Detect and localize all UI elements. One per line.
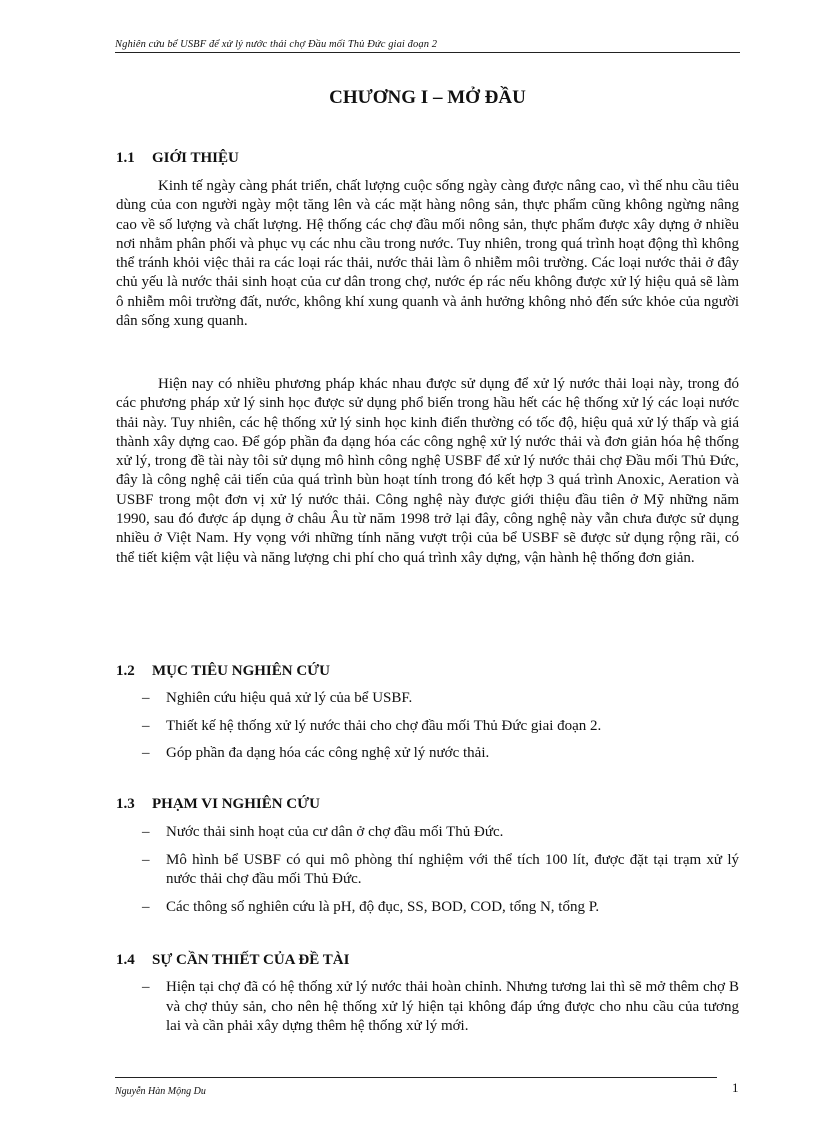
list-item: – Thiết kế hệ thống xử lý nước thải cho chợ đầu mối Thủ Đức giai đoạn 2.: [116, 717, 739, 737]
section-title: MỤC TIÊU NGHIÊN CỨU: [152, 663, 330, 679]
section-title: GIỚI THIỆU: [152, 150, 239, 166]
chapter-title: CHƯƠNG I – MỞ ĐẦU: [329, 87, 526, 108]
section-heading-gioi-thieu: [116, 150, 239, 167]
list-dash: –: [142, 979, 150, 995]
list-dash: –: [142, 690, 150, 706]
intro-paragraph-2: Hiện nay có nhiều phương pháp khác nhau được sử dụng để xử lý nước thải loại này, trong đó các phương pháp xử lý sinh học được sử dụng phổ biến trong hầu hết các hệ thống xử lý các loại nước thải này. Tuy nhiên, các hệ thống xử lý sinh học kinh điển thường có tốc độ, hiệu quả xử lý thấp và giá thành xây dựng cao. Để góp phần đa dạng hóa các công nghệ xử lý nước thải và đơn giản hóa hệ thống xử lý, trong đề tài này tôi sử dụng mô hình công nghệ USBF để xử lý nước thải chợ Đầu mối Thủ Đức, đây là công nghệ cải tiến của quá trình bùn hoạt tính trong đó kết hợp 3 quá trình Anoxic, Aeration và USBF trong một đơn vị xử lý nước thải. Công nghệ này được giới thiệu đầu tiên ở Mỹ những năm 1990, sau đó được áp dụng ở châu Âu từ năm 1998 trở lại đây, công nghệ này vẫn chưa được sử dụng nhiều ở Việt Nam. Hy vọng với những tính năng vượt trội của bể USBF sẽ được sử dụng rộng rãi, có thể tiết kiệm vật liệu và năng lượng chi phí cho quá trình xây dựng, vận hành hệ thống đơn giản.: [116, 376, 739, 566]
section-heading-pham-vi: [116, 796, 320, 813]
list-dash: –: [142, 717, 150, 734]
list-item: – Góp phần đa dạng hóa các công nghệ xử lý nước thải.: [116, 744, 739, 764]
list-dash: –: [142, 824, 150, 840]
page-number: 1: [732, 1080, 739, 1095]
section-number: 1.2: [116, 663, 135, 679]
list-dash: –: [142, 851, 150, 868]
section-heading-su-can-thiet: [116, 952, 349, 969]
footer-author: Nguyễn Hàn Mộng Du: [115, 1086, 206, 1097]
header-divider: [115, 52, 740, 53]
list-item: – Các thông số nghiên cứu là pH, độ đục, SS, BOD, COD, tổng N, tổng P.: [116, 898, 739, 918]
section-title: PHẠM VI NGHIÊN CỨU: [152, 796, 320, 812]
list-item: – Mô hình bể USBF có qui mô phòng thí nghiệm với thể tích 100 lít, được đặt tại trạm xử lý nước thải chợ đầu mối Thủ Đức.: [142, 851, 739, 887]
list-item: – Nghiên cứu hiệu quả xử lý của bể USBF.: [116, 689, 739, 709]
necessity-list: [116, 978, 739, 1037]
list-item: – Hiện tại chợ đã có hệ thống xử lý nước thải hoàn chỉnh. Nhưng tương lai thì sẽ mở thêm chợ B và chợ thủy sản, cho nên hệ thống xử lý hiện tại không đáp ứng được cho nhu cầu của tương lai và cần phải xây dựng thêm hệ thống xử lý mới.: [142, 979, 739, 1034]
section-number: 1.1: [116, 150, 135, 166]
list-dash: –: [142, 898, 150, 915]
section-number: 1.3: [116, 796, 135, 812]
list-item: – Nước thải sinh hoạt của cư dân ở chợ đầu mối Thủ Đức.: [116, 823, 739, 843]
running-header: Nghiên cứu bể USBF để xử lý nước thải chợ Đầu mối Thủ Đức giai đoạn 2: [115, 39, 438, 50]
intro-paragraph-1: Kinh tế ngày càng phát triển, chất lượng cuộc sống ngày càng được nâng cao, vì thế nhu cầu tiêu dùng của con người ngày một tăng lên và các mặt hàng nông sản, thực phẩm cũng không ngừng nâng cao về số lượng và chất lượng. Hệ thống các chợ đầu mối nông sản, thực phẩm được xây dựng ở nhiều nơi nhằm phân phối và phục vụ các nhu cầu trong nước. Tuy nhiên, trong quá trình hoạt động thì không thể tránh khỏi việc thải ra các loại rác thải, nước thải làm ô nhiễm môi trường. Các loại nước thải ở đây chủ yếu là nước thải sinh hoạt của cư dân trong chợ, nước ép rác nếu không được xử lý hiệu quả sẽ làm ô nhiễm môi trường đất, nước, không khí xung quanh và ảnh hưởng không nhỏ đến sức khỏe của người dân sống xung quanh.: [116, 178, 739, 330]
section-number: 1.4: [116, 952, 135, 968]
list-dash: –: [142, 745, 150, 761]
footer-divider: [115, 1077, 717, 1078]
scope-list: [116, 823, 739, 917]
section-title: SỰ CẦN THIẾT CỦA ĐỀ TÀI: [152, 952, 350, 968]
objectives-list: [116, 689, 739, 764]
section-heading-muc-tieu: [116, 663, 330, 680]
